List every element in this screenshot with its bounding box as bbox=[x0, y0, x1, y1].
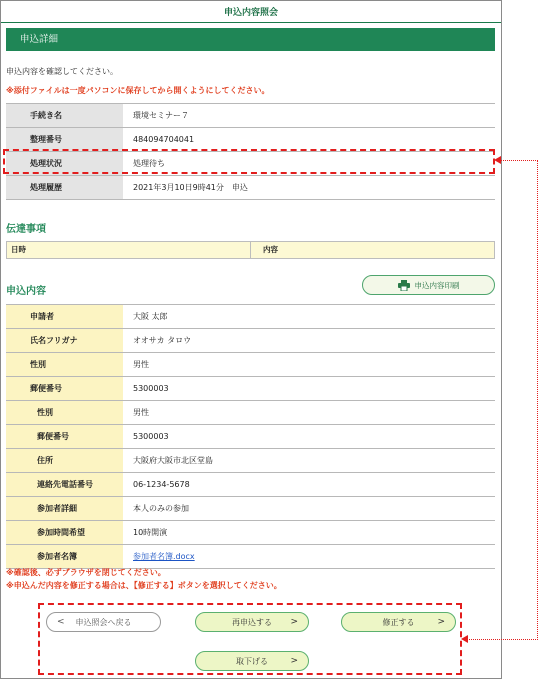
edit-instruction-note: ※申込んだ内容を修正する場合は、【修正する】ボタンを選択してください。 bbox=[6, 581, 282, 590]
status-highlight-box bbox=[3, 149, 495, 174]
preferred-time-value: 10時開演 bbox=[123, 521, 495, 545]
buttons-highlight-box bbox=[38, 603, 462, 675]
procedure-name-label: 手続き名 bbox=[6, 104, 123, 128]
gender-value: 男性 bbox=[123, 401, 495, 425]
withdraw-button-label: 取下げる bbox=[236, 656, 268, 666]
processing-history-value: 2021年3月10日9時41分 申込 bbox=[123, 176, 495, 200]
chevron-right-icon: > bbox=[290, 656, 298, 666]
postal-code-label: 郵便番号 bbox=[6, 425, 123, 449]
notices-table-header bbox=[6, 241, 495, 259]
applicant-label: 申請者 bbox=[6, 305, 123, 329]
connector-line bbox=[537, 160, 538, 640]
participant-list-cell bbox=[123, 545, 495, 569]
page-title: 申込内容照会 bbox=[223, 8, 278, 18]
processing-status-label: 処理状況 bbox=[6, 152, 123, 176]
table-row bbox=[6, 104, 495, 128]
gender-label: 性別 bbox=[6, 401, 123, 425]
postal-code-value: 5300003 bbox=[123, 377, 495, 401]
applicant-value: 大阪 太郎 bbox=[123, 305, 495, 329]
processing-status-value: 処理待ち bbox=[123, 152, 495, 176]
table-row bbox=[6, 353, 495, 377]
participant-details-label: 参加者詳細 bbox=[6, 497, 123, 521]
table-row bbox=[6, 473, 495, 497]
phone-label: 連絡先電話番号 bbox=[6, 473, 123, 497]
arrowhead-icon bbox=[494, 156, 501, 164]
reference-number-label: 整理番号 bbox=[6, 128, 123, 152]
table-row bbox=[6, 128, 495, 152]
application-content-table bbox=[6, 304, 495, 569]
table-row bbox=[6, 305, 495, 329]
processing-history-label: 処理履歴 bbox=[6, 176, 123, 200]
participant-list-file-link[interactable]: 参加者名簿.docx bbox=[133, 552, 195, 561]
connector-line bbox=[500, 160, 538, 161]
back-button-label: 申込照会へ戻る bbox=[75, 617, 132, 627]
gender-value: 男性 bbox=[123, 353, 495, 377]
notices-date-column: 日時 bbox=[7, 242, 251, 258]
table-row bbox=[6, 377, 495, 401]
application-heading: 申込内容 bbox=[6, 286, 46, 297]
address-label: 住所 bbox=[6, 449, 123, 473]
gender-label: 性別 bbox=[6, 353, 123, 377]
print-button-label: 申込内容印刷 bbox=[414, 280, 460, 290]
table-row bbox=[6, 545, 495, 569]
close-browser-note: ※確認後、必ずブラウザを閉じてください。 bbox=[6, 568, 166, 577]
printer-icon bbox=[398, 280, 410, 291]
procedure-name-value: 環境セミナー７ bbox=[123, 104, 495, 128]
table-row bbox=[6, 425, 495, 449]
arrowhead-icon bbox=[461, 635, 468, 643]
chevron-left-icon: < bbox=[57, 617, 65, 627]
table-row bbox=[6, 521, 495, 545]
postal-code-value: 5300003 bbox=[123, 425, 495, 449]
reference-number-value: 484094704041 bbox=[123, 128, 495, 152]
table-row bbox=[6, 329, 495, 353]
table-row bbox=[6, 497, 495, 521]
intro-text: 申込内容を確認してください。 bbox=[6, 67, 118, 76]
notices-content-column: 内容 bbox=[263, 245, 278, 254]
section-header: 申込詳細 bbox=[6, 28, 495, 51]
reapply-button-label: 再申込する bbox=[232, 617, 272, 627]
furigana-value: オオサカ タロウ bbox=[123, 329, 495, 353]
phone-value: 06-1234-5678 bbox=[123, 473, 495, 497]
table-row bbox=[6, 176, 495, 200]
title-divider bbox=[1, 22, 501, 23]
preferred-time-label: 参加時間希望 bbox=[6, 521, 123, 545]
table-row bbox=[6, 401, 495, 425]
chevron-right-icon: > bbox=[290, 617, 298, 627]
table-row bbox=[6, 449, 495, 473]
furigana-label: 氏名フリガナ bbox=[6, 329, 123, 353]
attachment-warning: ※添付ファイルは一度パソコンに保存してから開くようにしてください。 bbox=[6, 86, 270, 95]
address-value: 大阪府大阪市北区堂島 bbox=[123, 449, 495, 473]
connector-line bbox=[466, 639, 538, 640]
print-application-button[interactable] bbox=[362, 275, 495, 295]
edit-button-label: 修正する bbox=[382, 617, 415, 627]
postal-code-label: 郵便番号 bbox=[6, 377, 123, 401]
participant-details-value: 本人のみの参加 bbox=[123, 497, 495, 521]
notices-heading: 伝達事項 bbox=[6, 224, 46, 235]
chevron-right-icon: > bbox=[437, 617, 445, 627]
participant-list-label: 参加者名簿 bbox=[6, 545, 123, 569]
